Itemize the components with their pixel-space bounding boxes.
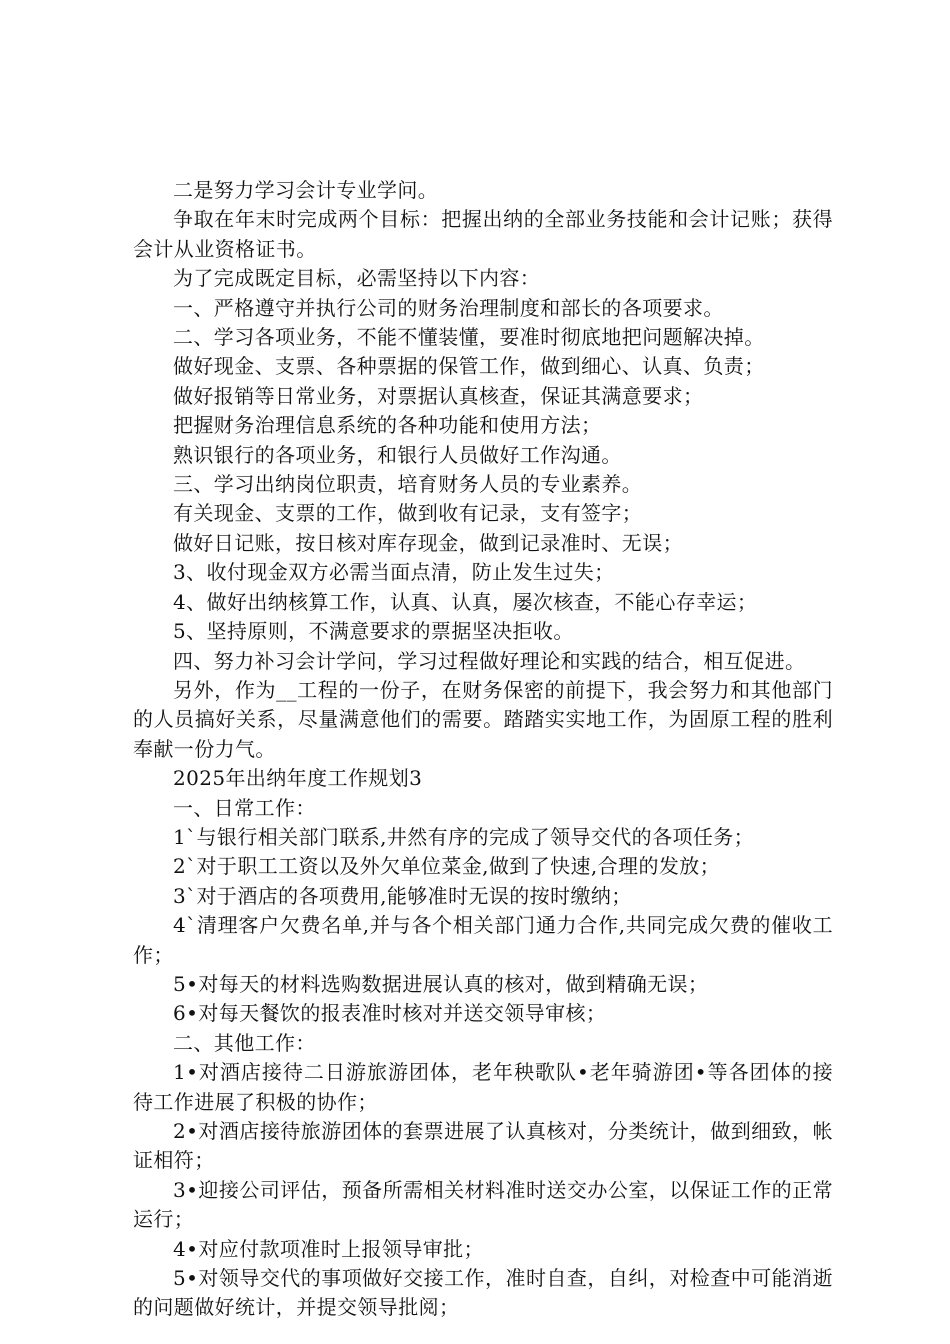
paragraph: 做好日记账，按日核对库存现金，做到记录准时、无误； (173, 530, 683, 555)
document-body (133, 176, 833, 1323)
paragraph: 1`与银行相关部门联系,井然有序的完成了领导交代的各项任务； (173, 824, 755, 849)
paragraph: 为了完成既定目标，必需坚持以下内容： (173, 266, 541, 291)
paragraph: 2•对酒店接待旅游团体的套票进展了认真核对，分类统计，做到细致，帐证相符； (133, 1119, 833, 1173)
paragraph: 争取在年末时完成两个目标：把握出纳的全部业务技能和会计记账；获得会计从业资格证书。 (133, 207, 833, 261)
paragraph: 做好现金、支票、各种票据的保管工作，做到细心、认真、负责； (173, 354, 765, 379)
paragraph: 三、学习出纳岗位职责，培育财务人员的专业素养。 (173, 472, 643, 497)
paragraph: 2`对于职工工资以及外欠单位菜金,做到了快速,合理的发放； (173, 854, 721, 879)
paragraph: 另外，作为__工程的一份子，在财务保密的前提下，我会努力和其他部门的人员搞好关系，尽量满意他们的需要。踏踏实实地工作，为固原工程的胜利奉献一份力气。 (133, 677, 833, 761)
paragraph: 3、收付现金双方必需当面点清，防止发生过失； (173, 560, 615, 585)
paragraph: 4、做好出纳核算工作，认真、认真，屡次核查，不能心存幸运； (173, 589, 758, 614)
paragraph: 二、学习各项业务，不能不懂装懂，要准时彻底地把问题解决掉。 (173, 325, 765, 350)
paragraph: 4`清理客户欠费名单,并与各个相关部门通力合作,共同完成欠费的催收工作； (133, 913, 833, 967)
paragraph: 有关现金、支票的工作，做到收有记录，支有签字； (173, 501, 643, 526)
paragraph: 把握财务治理信息系统的各种功能和使用方法； (173, 413, 602, 438)
paragraph: 一、严格遵守并执行公司的财务治理制度和部长的各项要求。 (173, 295, 724, 320)
paragraph: 3•迎接公司评估，预备所需相关材料准时送交办公室，以保证工作的正常运行； (133, 1177, 833, 1232)
paragraph: 做好报销等日常业务，对票据认真核查，保证其满意要求； (173, 383, 704, 408)
section-title: 2025年出纳年度工作规划3 (173, 766, 423, 791)
paragraph: 5•对领导交代的事项做好交接工作，准时自查，自纠，对检查中可能消逝的问题做好统计，并提交领导批阅； (133, 1266, 833, 1320)
paragraph: 4•对应付款项准时上报领导审批； (173, 1236, 484, 1261)
paragraph: 一、日常工作： (173, 795, 316, 820)
paragraph: 四、努力补习会计学问，学习过程做好理论和实践的结合，相互促进。 (173, 648, 806, 673)
paragraph: 二、其他工作： (173, 1030, 316, 1055)
paragraph: 熟识银行的各项业务，和银行人员做好工作沟通。 (173, 442, 622, 467)
paragraph: 5、坚持原则，不满意要求的票据坚决拒收。 (173, 619, 574, 644)
paragraph: 二是努力学习会计专业学问。 (173, 178, 439, 202)
paragraph: 1•对酒店接待二日游旅游团体，老年秧歌队•老年骑游团•等各团体的接待工作进展了积极的协作； (133, 1060, 833, 1114)
paragraph: 5•对每天的材料选购数据进展认真的核对，做到精确无误； (173, 971, 709, 996)
paragraph: 3`对于酒店的各项费用,能够准时无误的按时缴纳； (173, 883, 632, 908)
paragraph: 6•对每天餐饮的报表准时核对并送交领导审核； (173, 1001, 607, 1026)
